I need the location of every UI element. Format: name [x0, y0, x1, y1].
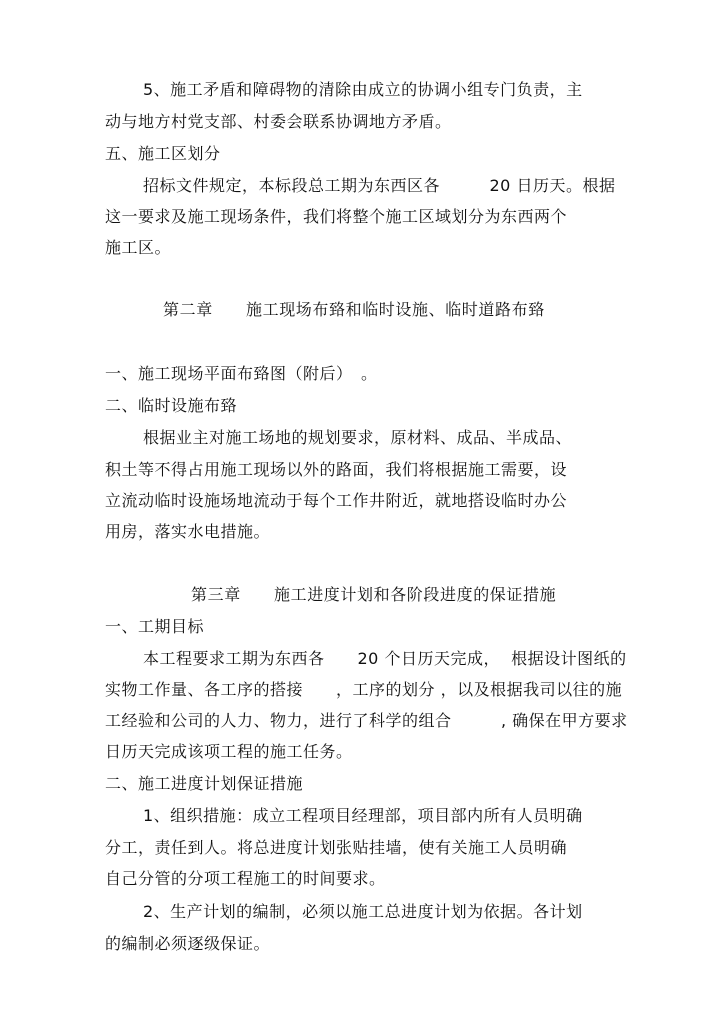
paragraph-line: 实物工作量、各工序的搭接 ，工序的划分 ，以及根据我司以往的施: [105, 680, 623, 699]
section-heading: 一、施工现场平面布臵图（附后） 。: [105, 364, 378, 383]
paragraph-line: 动与地方村党支部、村委会联系协调地方矛盾。: [105, 112, 452, 131]
section-heading: 五、施工区划分: [105, 144, 221, 163]
paragraph-line: 根据业主对施工场地的规划要求，原材料、成品、半成品、: [143, 428, 573, 447]
section-heading: 二、临时设施布臵: [105, 396, 238, 415]
paragraph-line: 招标文件规定，本标段总工期为东西区各 20 日历天。根据: [143, 176, 616, 195]
paragraph-line: 立流动临时设施场地流动于每个工作井附近，就地搭设临时办公: [105, 491, 568, 510]
section-heading: 二、施工进度计划保证措施: [105, 774, 304, 793]
chapter-title: 第三章 施工进度计划和各阶段进度的保证措施: [191, 585, 557, 604]
paragraph-line: 用房，落实水电措施。: [105, 522, 271, 541]
paragraph-line: 1、组织措施：成立工程项目经理部，项目部内所有人员明确: [143, 806, 583, 825]
paragraph-line: 积土等不得占用施工现场以外的路面，我们将根据施工需要，设: [105, 460, 568, 479]
paragraph-line: 5、施工矛盾和障碍物的清除由成立的协调小组专门负责，主: [143, 80, 583, 99]
paragraph-line: 自己分管的分项工程施工的时间要求。: [105, 869, 386, 888]
section-heading: 一、工期目标: [105, 617, 205, 636]
paragraph-line: 分工，责任到人。将总进度计划张贴挂墙，使有关施工人员明确: [105, 838, 568, 857]
paragraph-line: 工经验和公司的人力、物力，进行了科学的组合 , 确保在甲方要求: [105, 711, 628, 730]
paragraph-line: 日历天完成该项工程的施工任务。: [105, 742, 353, 761]
chapter-title: 第二章 施工现场布臵和临时设施、临时道路布臵: [163, 300, 545, 319]
paragraph-line: 2、生产计划的编制，必须以施工总进度计划为依据。各计划: [143, 902, 583, 921]
paragraph-line: 的编制必须逐级保证。: [105, 934, 271, 953]
paragraph-line: 施工区。: [105, 238, 172, 257]
paragraph-line: 这一要求及施工现场条件，我们将整个施工区域划分为东西两个: [105, 207, 568, 226]
paragraph-line: 本工程要求工期为东西各 20 个日历天完成， 根据设计图纸的: [143, 649, 627, 668]
